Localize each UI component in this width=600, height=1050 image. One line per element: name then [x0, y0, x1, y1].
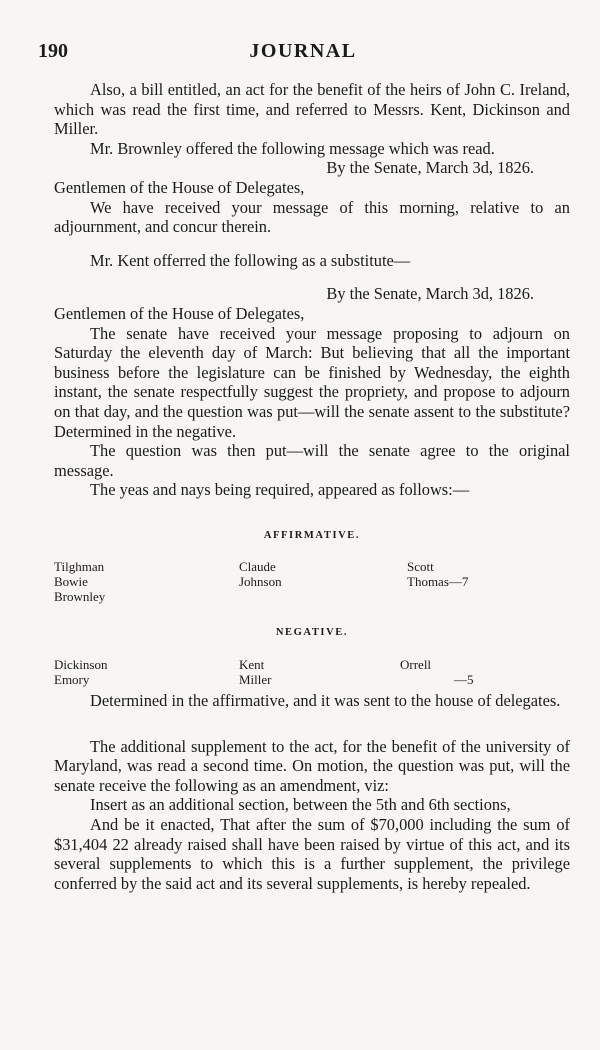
negative-votes	[54, 657, 570, 691]
affirmative-col-3	[407, 559, 468, 589]
vote-name: Claude	[239, 559, 276, 575]
vote-name: Kent	[239, 657, 265, 673]
senate-dateline: By the Senate, March 3d, 1826.	[326, 158, 534, 178]
determination-paragraph: Determined in the affirmative, and it was sent to the house of delegates.	[90, 691, 561, 711]
vote-total: —5	[454, 672, 474, 688]
affirmative-col-2	[239, 559, 282, 589]
message-text: We have received your message of this morning, relative to an adjournment, and concur therein.	[54, 197, 570, 237]
negative-col-2	[239, 657, 272, 687]
insert-paragraph: Insert as an additional section, between the 5th and 6th sections,	[90, 795, 511, 815]
running-head: JOURNAL	[249, 40, 357, 62]
affirmative-votes	[54, 559, 570, 609]
senate-dateline-2: By the Senate, March 3d, 1826.	[326, 284, 534, 304]
question-paragraph: The question was then put—will the senate agree to the original message.	[54, 441, 570, 480]
negative-col-1	[54, 657, 107, 687]
page-number: 190	[38, 40, 68, 62]
vote-name: Orrell	[400, 657, 432, 673]
vote-name: Thomas—7	[407, 574, 469, 590]
vote-name: Dickinson	[54, 657, 108, 673]
enactment-paragraph: And be it enacted, That after the sum of $70,000 including the sum of $31,404 22 already raised shall have been raised by virtue of this act, and its several supplements to which this is a further supplement, the privilege conferred by the said act and its several supplements, is hereby repealed.	[54, 815, 570, 893]
vote-name: Miller	[239, 672, 272, 688]
vote-name: Brownley	[54, 589, 106, 605]
salutation: Gentlemen of the House of Delegates,	[54, 177, 305, 197]
page-header	[38, 40, 568, 68]
supplement-paragraph: The additional supplement to the act, for the benefit of the university of Maryland, was read a second time. On motion, the question was put, will the senate receive the following as an amendment, viz:	[54, 736, 570, 795]
vote-name: Bowie	[54, 574, 88, 590]
affirmative-col-1	[54, 559, 105, 604]
vote-name: Scott	[407, 559, 434, 575]
substitute-intro: Mr. Kent offerred the following as a substitute—	[90, 250, 411, 270]
negative-heading: NEGATIVE.	[275, 627, 349, 639]
vote-name: Tilghman	[54, 559, 105, 575]
salutation-2: Gentlemen of the House of Delegates,	[54, 303, 305, 323]
vote-name: Emory	[54, 672, 90, 688]
substitute-text: The senate have received your message proposing to adjourn on Saturday the eleventh day of March: But believing that all the important business before the legislature can be finished by Wednesday, the eighth instant, the senate respectfully suggest the propriety, and propose to adjourn on that day, and the question was put—will the senate assent to the substitute? Determined in the negative.	[54, 323, 570, 441]
negative-col-3	[400, 657, 474, 687]
yeas-nays-paragraph: The yeas and nays being required, appeared as follows:—	[90, 480, 470, 500]
vote-name: Johnson	[239, 574, 282, 590]
affirmative-heading: AFFIRMATIVE.	[263, 529, 361, 541]
bill-paragraph: Also, a bill entitled, an act for the benefit of the heirs of John C. Ireland, which was read the first time, and referred to Messrs. Kent, Dickinson and Miller.	[54, 80, 570, 139]
message-intro: Mr. Brownley offered the following message which was read.	[90, 138, 495, 158]
journal-body	[54, 80, 570, 893]
